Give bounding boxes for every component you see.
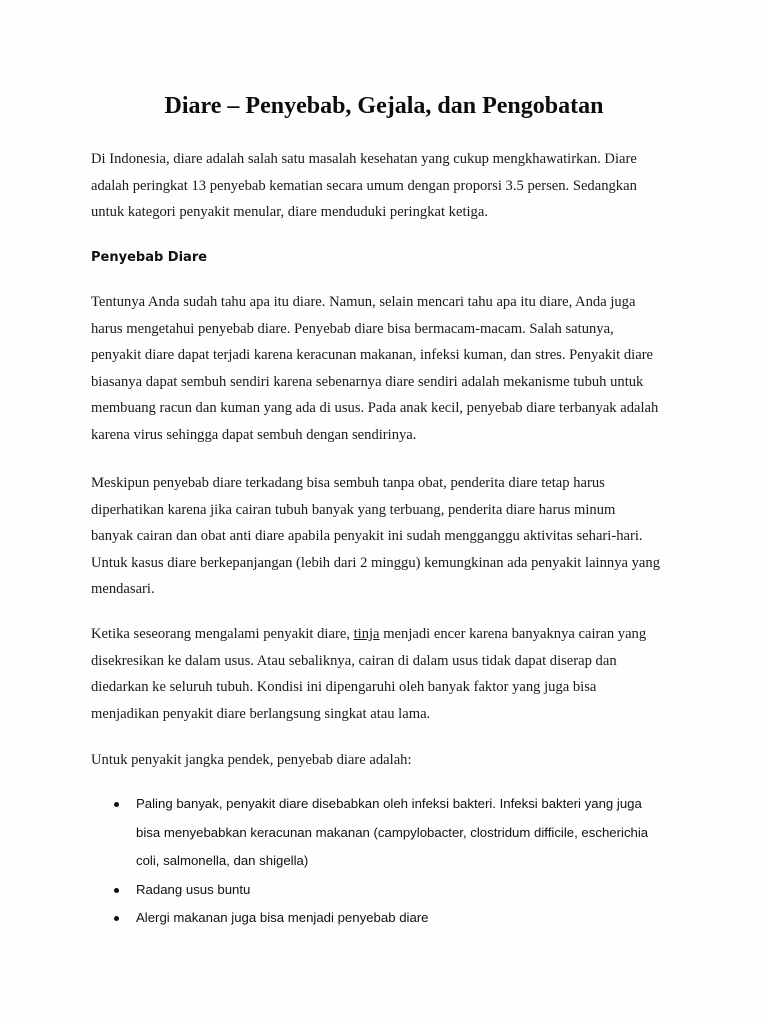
text-line: diperhatikan karena jika cairan tubuh banyak yang terbuang, penderita diare harus minum xyxy=(91,501,616,518)
causes-list xyxy=(0,790,768,933)
section-heading: Penyebab Diare xyxy=(91,250,208,265)
tinja-link[interactable]: tinja xyxy=(353,626,380,642)
text-segment: Ketika seseorang mengalami penyakit diare, xyxy=(91,626,354,642)
list-intro xyxy=(91,747,691,774)
text-line: banyak cairan dan obat anti diare apabila penyakit ini sudah mengganggu aktivitas sehari-hari. xyxy=(91,528,643,544)
bullet-icon xyxy=(114,888,119,893)
text-line: Meskipun penyebab diare terkadang bisa sembuh tanpa obat, penderita diare tetap harus xyxy=(91,475,605,491)
text-line: coli, salmonella, dan shigella) xyxy=(136,853,309,868)
text-line: membuang racun dan kuman yang ada di usus. Pada anak kecil, penyebab diare terbanyak adalah xyxy=(91,400,659,416)
text-line: untuk kategori penyakit menular, diare menduduki peringkat ketiga. xyxy=(91,204,488,220)
text-line: penyakit diare dapat terjadi karena keracunan makanan, infeksi kuman, dan stres. Penyakit diare xyxy=(91,347,654,363)
text-line: Radang usus buntu xyxy=(136,881,251,897)
text-segment: menjadi encer karena banyaknya cairan yang xyxy=(379,626,647,642)
list-item xyxy=(0,904,768,933)
text-line: Alergi makanan juga bisa menjadi penyebab diare xyxy=(136,910,429,925)
bullet-icon xyxy=(114,802,119,807)
text-line: harus mengetahui penyebab diare. Penyebab diare bisa bermacam-macam. Salah satunya, xyxy=(91,320,614,337)
paragraph-mechanism xyxy=(91,621,691,727)
paragraph-treatment xyxy=(91,470,691,603)
text-line: mendasari. xyxy=(91,581,155,597)
paragraph-causes xyxy=(91,289,691,448)
text-line: biasanya dapat sembuh sendiri karena sebenarnya diare sendiri adalah mekanisme tubuh untuk xyxy=(91,373,644,390)
text-line: Paling banyak, penyakit diare disebabkan oleh infeksi bakteri. Infeksi bakteri yang juga xyxy=(136,796,642,811)
document-title: Diare – Penyebab, Gejala, dan Pengobatan xyxy=(164,93,604,119)
text-line: disekresikan ke dalam usus. Atau sebaliknya, cairan di dalam usus tidak dapat diserap dan xyxy=(91,652,617,669)
text-line: karena virus sehingga dapat sembuh dengan sendirinya. xyxy=(91,426,417,443)
text-line: Tentunya Anda sudah tahu apa itu diare. Namun, selain mencari tahu apa itu diare, Anda juga xyxy=(91,294,636,310)
text-line: Untuk kasus diare berkepanjangan (lebih dari 2 minggu) kemungkinan ada penyakit lainnya yang xyxy=(91,554,660,571)
text-line xyxy=(91,621,691,648)
list-item xyxy=(0,876,768,905)
text-line: Untuk penyakit jangka pendek, penyebab diare adalah: xyxy=(91,752,412,768)
text-line: adalah peringkat 13 penyebab kematian secara umum dengan proporsi 3.5 persen. Sedangkan xyxy=(91,177,637,194)
text-line: diedarkan ke seluruh tubuh. Kondisi ini dipengaruhi oleh banyak faktor yang juga bisa xyxy=(91,679,597,695)
text-line: menjadikan penyakit diare berlangsung singkat atau lama. xyxy=(91,705,431,722)
bullet-icon xyxy=(114,916,119,921)
text-line: Di Indonesia, diare adalah salah satu masalah kesehatan yang cukup mengkhawatirkan. Diare xyxy=(91,151,637,167)
text-line: bisa menyebabkan keracunan makanan (campylobacter, clostridum difficile, escherichia xyxy=(136,824,649,840)
list-item xyxy=(0,790,768,876)
intro-paragraph xyxy=(91,146,691,226)
